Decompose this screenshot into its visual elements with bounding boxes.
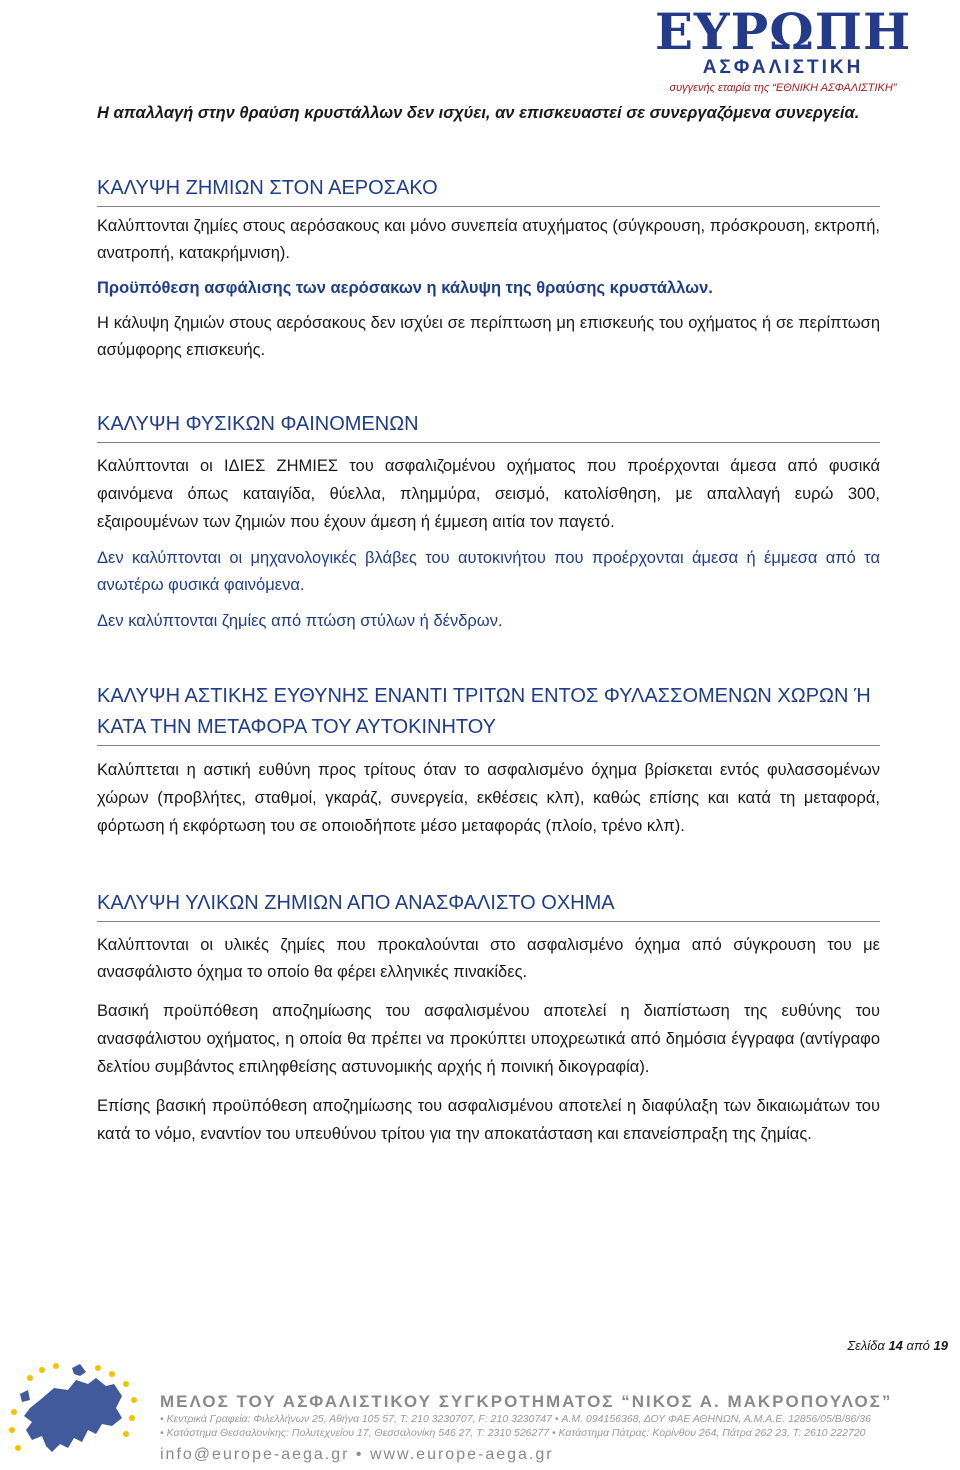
paragraph: Βασική προϋπόθεση αποζημίωσης του ασφαλισμένου αποτελεί η διαπίστωση της ευθύνης του ανασφάλιστου οχήματος, η οποία θα πρέπει να προκύπτει υποχρεωτικά από δημόσια έγγραφα (αντίγραφο δελτίου συμβάντος επιληφθείσης αστυνομικής αρχής ή ποινική δικογραφία). — [97, 1002, 880, 1076]
paragraph-bold: Προϋπόθεση ασφάλισης των αερόσακων η κάλυψη της θραύσης κρυστάλλων. — [97, 279, 713, 297]
intro-paragraph: Η απαλλαγή στην θραύση κρυστάλλων δεν ισχύει, αν επισκευαστεί σε συνεργαζόμενα συνεργεία. — [97, 104, 860, 122]
paragraph: Καλύπτονται οι ΙΔΙΕΣ ΖΗΜΙΕΣ του ασφαλιζομένου οχήματος που προέρχονται άμεσα από φυσικά φαινόμενα όπως καταιγίδα, θύελλα, πλημμύρα, σεισμό, κατολίσθηση, με απαλλαγή ευρώ 300, εξαιρουμένων των ζημιών που έχουν άμεση ή έμμεση αιτία τον παγετό. — [97, 457, 880, 531]
paragraph: Καλύπτεται η αστική ευθύνη προς τρίτους όταν το ασφαλισμένο όχημα βρίσκεται εντός φυλασσομένων χώρων (προβλήτες, σταθμοί, γκαράζ, συνεργεία, εκθέσεις κλπ), καθώς επίσης και κατά τη μεταφορά, φόρτωση ή εκφόρτωση του σε οποιοδήποτε μέσο μεταφοράς (πλοίο, τρένο κλπ). — [97, 761, 880, 835]
section-natural-phenomena — [97, 409, 880, 635]
paragraph: Επίσης βασική προϋπόθεση αποζημίωσης του ασφαλισμένου αποτελεί η διαφύλαξη των δικαιωμάτων του κατά το νόμο, εναντίον του υπευθύνου τρίτου για την αποκατάσταση και επανείσπραξη της ζημίας. — [97, 1097, 880, 1143]
footer-group-line: ΜΕΛΟΣ ΤΟΥ ΑΣΦΑΛΙΣΤΙΚΟΥ ΣΥΓΚΡΟΤΗΜΑΤΟΣ “ΝΙΚΟΣ Α. ΜΑΚΡΟΠΟΥΛΟΣ” — [160, 1392, 893, 1411]
paragraph: Καλύπτονται ζημίες στους αερόσακους και μόνο συνεπεία ατυχήματος (σύγκρουση, πρόσκρουση, εκτροπή, ανατροπή, κατακρήμνιση). — [97, 217, 880, 262]
section-title: ΚΑΛΥΨΗ ΑΣΤΙΚΗΣ ΕΥΘΥΝΗΣ ΕΝΑΝΤΙ ΤΡΙΤΩΝ ΕΝΤΟΣ ΦΥΛΑΣΣΟΜΕΝΩΝ ΧΩΡΩΝ Ή ΚΑΤΑ ΤΗΝ ΜΕΤΑΦΟΡΑ ΤΟΥ ΑΥΤΟΚΙΝΗΤΟΥ — [97, 681, 880, 746]
footer-branches-line: • Κατάστημα Θεσσαλονίκης: Πολυτεχνείου 17, Θεσσαλονίκη 546 27, Τ: 2310 526277 • Κατάστημα Πάτρας: Κορίνθου 264, Πάτρα 262 23, Τ: 2610 222720 — [160, 1427, 866, 1439]
page-total: 19 — [933, 1338, 948, 1353]
document-body — [97, 100, 880, 1148]
logo-main-text: ΕΥΡΩΠΗ — [654, 2, 912, 61]
section-title: ΚΑΛΥΨΗ ΦΥΣΙΚΩΝ ΦΑΙΝΟΜΕΝΩΝ — [97, 409, 880, 443]
page-current: 14 — [888, 1338, 903, 1353]
paragraph: Δεν καλύπτονται ζημίες από πτώση στύλων ή δένδρων. — [97, 612, 503, 630]
logo-sub-text: ΑΣΦΑΛΙΣΤΙΚΗ — [702, 57, 864, 78]
paragraph: Δεν καλύπτονται οι μηχανολογικές βλάβες του αυτοκινήτου που προέρχονται άμεσα ή έμμεσα από τα ανωτέρω φυσικά φαινόμενα. — [97, 549, 880, 594]
section-uninsured-vehicle — [97, 888, 880, 1148]
europe-map-icon — [2, 1360, 142, 1468]
page-label: Σελίδα — [847, 1338, 885, 1353]
paragraph: Καλύπτονται οι υλικές ζημίες που προκαλούνται στο ασφαλισμένο όχημα από σύγκρουση του με ανασφάλιστο όχημα το οποίο θα φέρει ελληνικές πινακίδες. — [97, 936, 880, 981]
company-logo — [618, 2, 948, 96]
section-title: ΚΑΛΥΨΗ ΖΗΜΙΩΝ ΣΤΟΝ ΑΕΡΟΣΑΚΟ — [97, 173, 880, 207]
page-number — [847, 1338, 948, 1353]
page-footer — [0, 1360, 960, 1470]
section-civil-liability — [97, 681, 880, 840]
section-airbag — [97, 173, 880, 364]
logo-tagline: συγγενής εταιρία της “ΕΘΝΙΚΗ ΑΣΦΑΛΙΣΤΙΚΗ” — [669, 82, 897, 94]
footer-contact-line[interactable]: info@europe-aega.gr • www.europe-aega.gr — [160, 1446, 554, 1463]
page-separator: από — [906, 1338, 930, 1353]
footer-text — [160, 1392, 950, 1468]
section-title: ΚΑΛΥΨΗ ΥΛΙΚΩΝ ΖΗΜΙΩΝ ΑΠΟ ΑΝΑΣΦΑΛΙΣΤΟ ΟΧΗΜΑ — [97, 888, 880, 922]
paragraph: Η κάλυψη ζημιών στους αερόσακους δεν ισχύει σε περίπτωση μη επισκευής του οχήματος ή σε περίπτωση ασύμφορης επισκευής. — [97, 314, 880, 359]
footer-address-line: • Κεντρικά Γραφεία: Φιλελλήνων 25, Αθήνα 105 57, Τ: 210 3230707, F: 210 3230747 • Α.Μ. 094156368, ΔΟΥ ΦΑΕ ΑΘΗΝΩΝ, Α.Μ.Α.Ε. 12856/05/Β/86/36 — [160, 1413, 871, 1425]
